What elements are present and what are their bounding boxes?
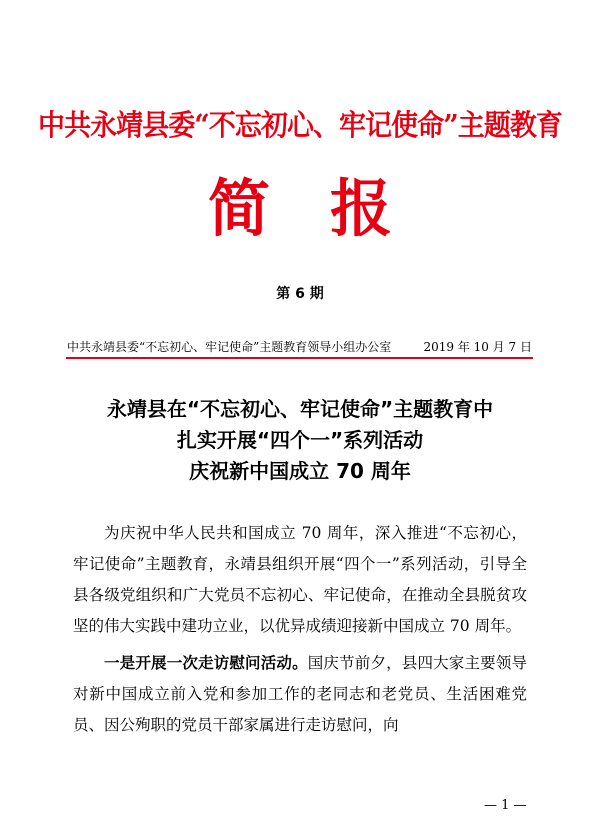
paragraph-2-lead: 一是开展一次走访慰问活动。 (104, 654, 308, 672)
headline-line-1: 永靖县在“不忘初心、牢记使命”主题教育中 (106, 397, 494, 421)
issuing-office: 中共永靖县委“不忘初心、牢记使命”主题教育领导小组办公室 (67, 340, 392, 354)
bulletin-header-title: 中共永靖县委“不忘初心、牢记使命”主题教育 (38, 108, 562, 142)
page-number: — 1 — (484, 798, 527, 813)
article-headline (0, 394, 600, 487)
issue-number: 第 6 期 (276, 286, 324, 302)
issue-date: 2019 年 10 月 7 日 (423, 340, 532, 354)
meta-row (67, 338, 532, 355)
bulletin-header-subtitle: 简报 (207, 172, 452, 245)
paragraph-2-text: 国庆节前夕，县四大家主要领导对新中国成立前入党和参加工作的老同志和老党员、生活困难党员、因公殉职的党员干部家属进行走访慰问，向 (73, 654, 527, 734)
headline-line-2: 扎实开展“四个一”系列活动 (176, 428, 424, 452)
paragraph-1: 为庆祝中华人民共和国成立 70 周年，深入推进“不忘初心，牢记使命”主题教育，永靖县组织开展“四个一”系列活动，引导全县各级党组织和广大党员不忘初心、牢记使命，在推动全县脱贫攻坚的伟大实践中建功立业，以优异成绩迎接新中国成立 70 周年。 (73, 524, 527, 635)
header-divider (66, 357, 533, 359)
article-body (73, 518, 527, 741)
headline-line-3: 庆祝新中国成立 70 周年 (189, 459, 411, 483)
paragraph-2 (73, 648, 527, 741)
